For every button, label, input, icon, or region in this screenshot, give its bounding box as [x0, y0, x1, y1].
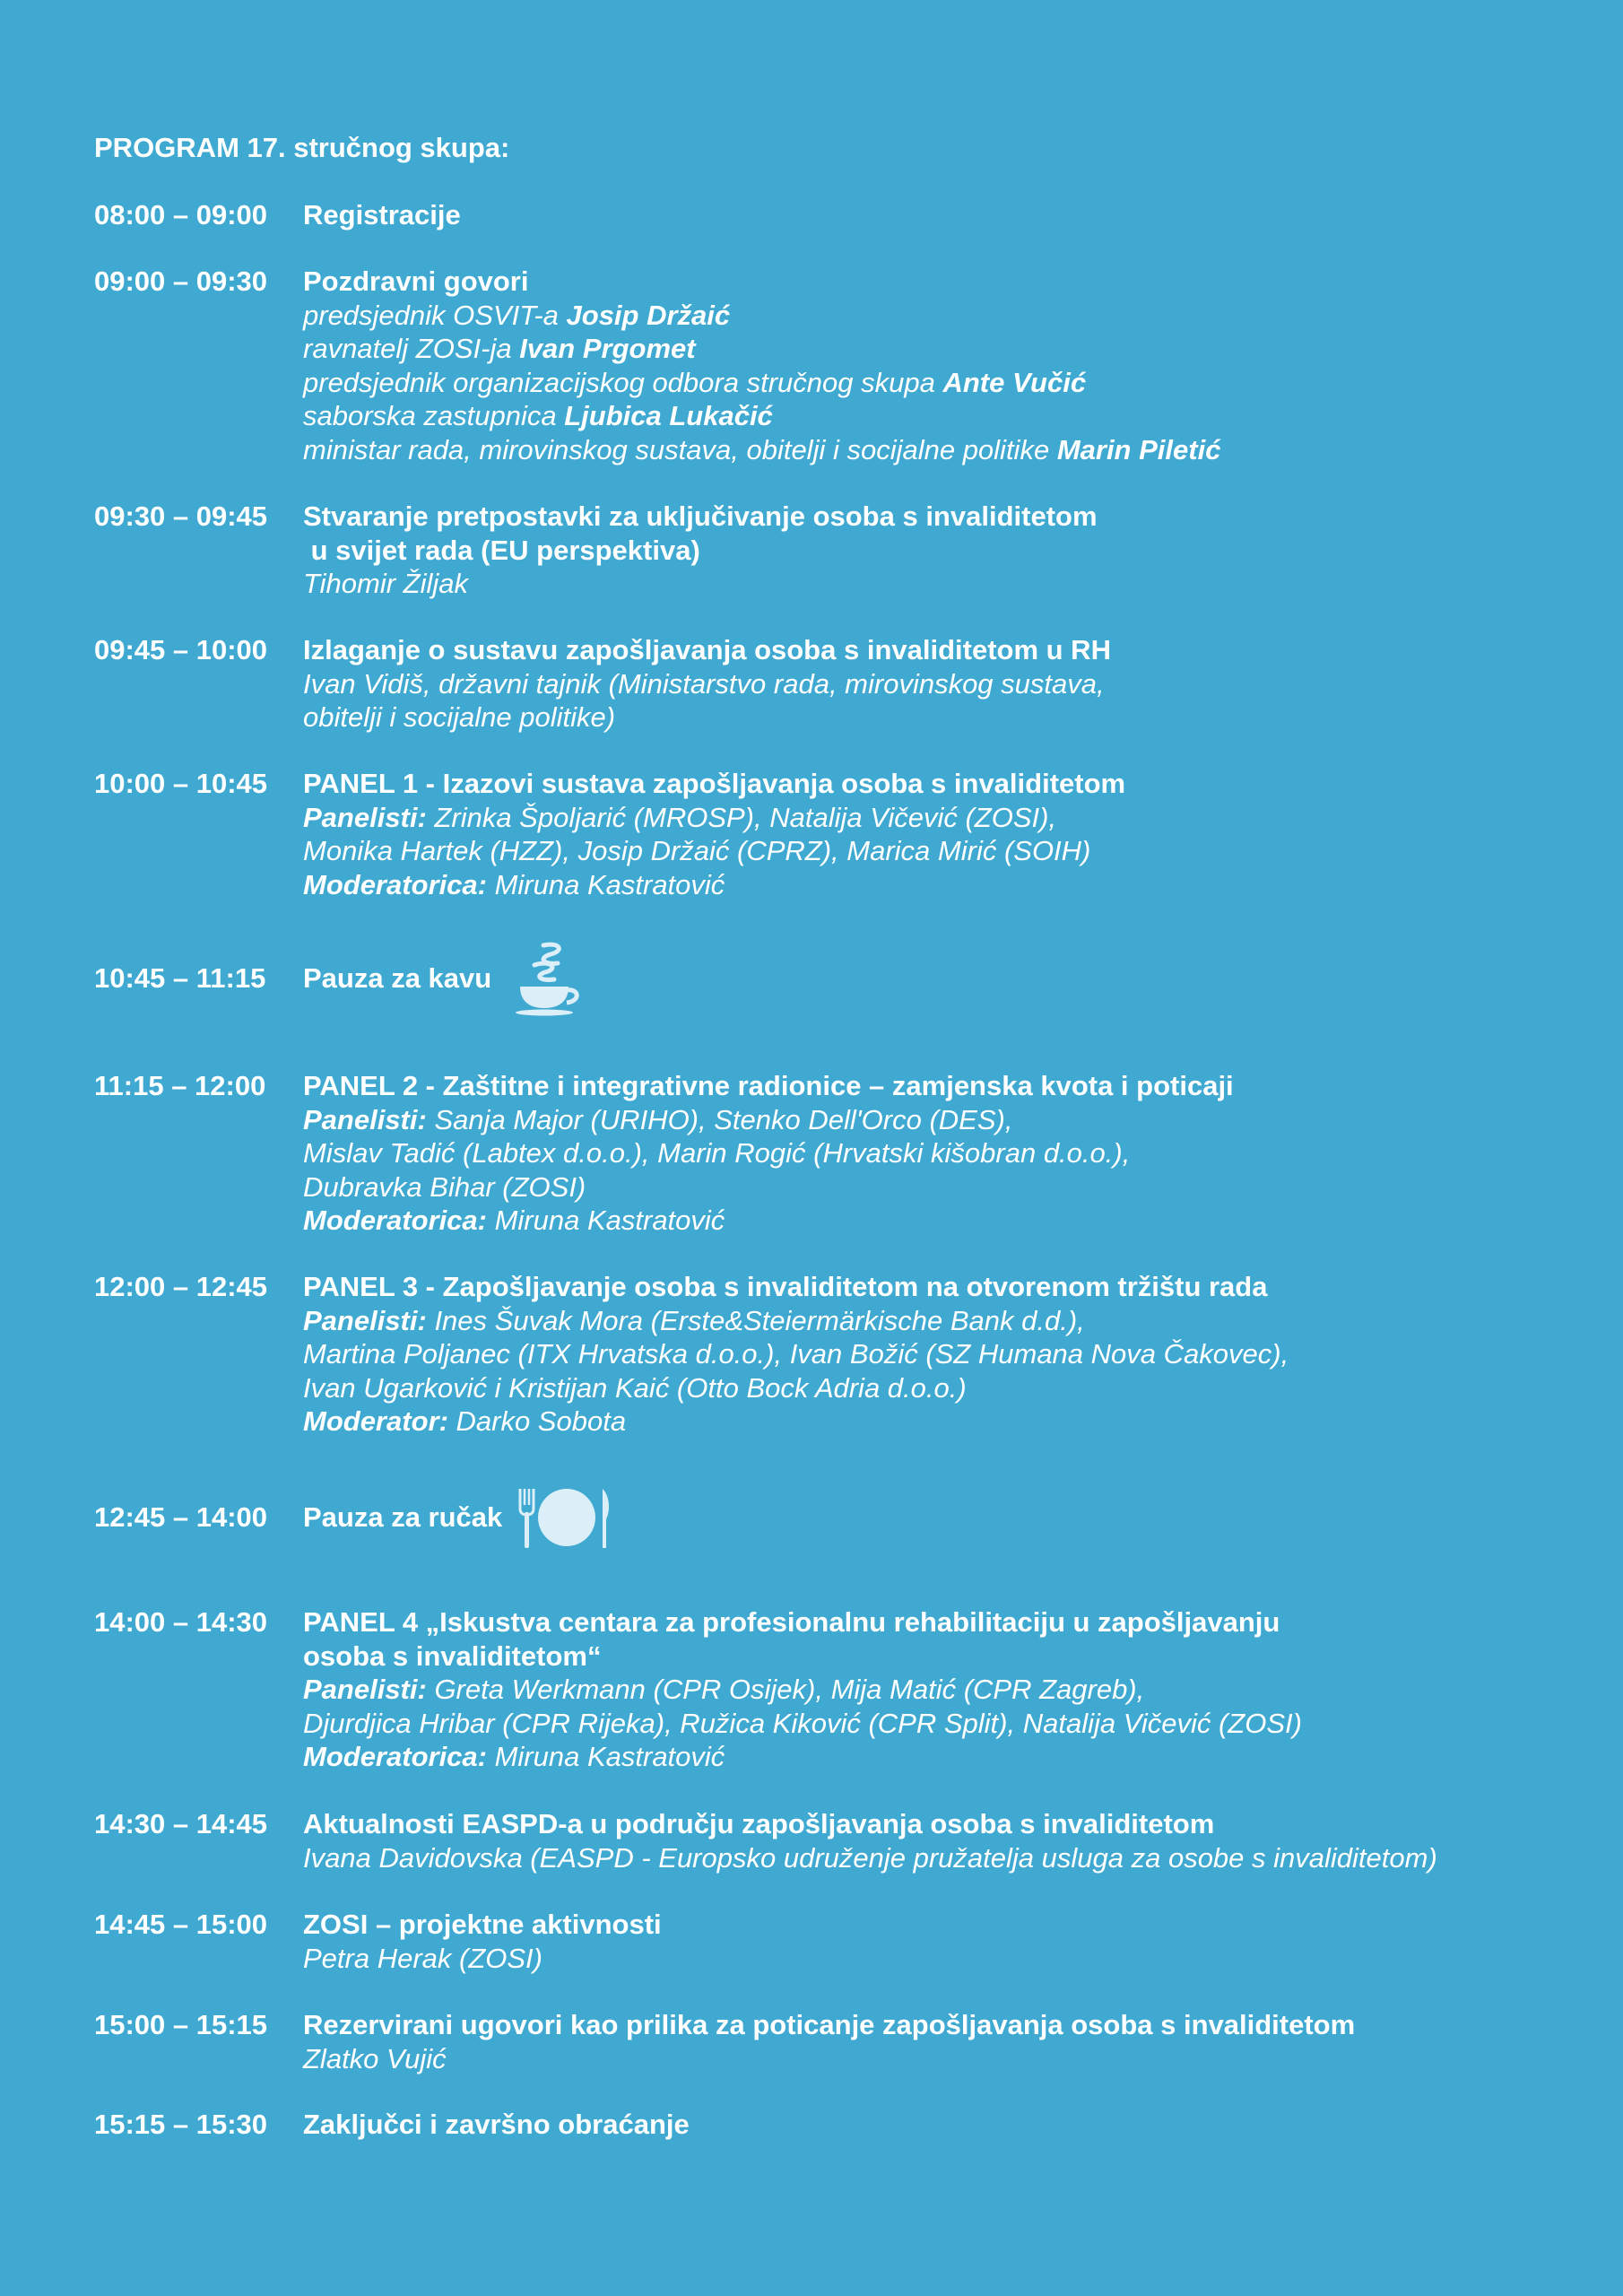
plate-cutlery-icon [518, 1485, 615, 1550]
speaker-line: Ivan Vidiš, državni tajnik (Ministarstvo rada, mirovinskog sustava, [303, 667, 1105, 700]
item-title: Izlaganje o sustavu zapošljavanja osoba s invaliditetom u RH [303, 634, 1111, 665]
item-time: 10:45 – 11:15 [94, 962, 266, 995]
panelists-label: Panelisti: [303, 1674, 427, 1705]
item-title: Registracije [303, 199, 461, 230]
panelists-line: Djurdjica Hribar (CPR Rijeka), Ružica Kiković (CPR Split), Natalija Vičević (ZOSI) [303, 1707, 1302, 1739]
item-title: Pozdravni govori [303, 265, 529, 297]
item-time: 09:00 – 09:30 [94, 265, 268, 297]
coffee-cup-icon [508, 940, 588, 1017]
speaker-name: Ante Vučić [942, 366, 1087, 398]
speaker-name: Ivan Prgomet [519, 333, 696, 364]
item-time: 15:00 – 15:15 [94, 2009, 268, 2040]
moderator-line: Moderator: Darko Sobota [303, 1405, 627, 1437]
item-title: PANEL 4 „Iskustva centara za profesionalnu rehabilitaciju u zapošljavanju [303, 1606, 1280, 1638]
agenda-item-eu-perspective [94, 500, 1098, 601]
panelists-label: Panelisti: [303, 1103, 427, 1135]
item-time: 14:45 – 15:00 [94, 1909, 268, 1940]
speaker-line: Ivana Davidovska (EASPD - Europsko udruženje pružatelja usluga za osobe s invaliditetom) [303, 1841, 1437, 1874]
item-time: 14:00 – 14:30 [94, 1606, 268, 1638]
moderator-label: Moderator: [303, 1405, 448, 1437]
item-title: ZOSI – projektne aktivnosti [303, 1909, 662, 1940]
item-title: PANEL 1 - Izazovi sustava zapošljavanja osoba s invaliditetom [303, 768, 1126, 799]
panelists-line: Panelisti: Zrinka Špoljarić (MROSP), Natalija Vičević (ZOSI), [303, 801, 1057, 833]
item-time: 10:00 – 10:45 [94, 768, 268, 799]
item-title: Aktualnosti EASPD-a u području zapošljavanja osoba s invaliditetom [303, 1808, 1215, 1839]
panelists-line: Monika Hartek (HZZ), Josip Držaić (CPRZ), Marica Mirić (SOIH) [303, 835, 1091, 866]
item-title: Pauza za ručak [303, 1501, 503, 1534]
speaker-line: Petra Herak (ZOSI) [303, 1942, 542, 1974]
agenda-item-panel-1 [94, 767, 1125, 901]
agenda-item-reserved-contracts [94, 2008, 1355, 2075]
item-time: 15:15 – 15:30 [94, 2109, 268, 2140]
speaker-line: ministar rada, mirovinskog sustava, obitelji i socijalne politike Marin Piletić [303, 433, 1221, 465]
speaker-line: saborska zastupnica Ljubica Lukačić [303, 400, 773, 431]
item-title-continued: u svijet rada (EU perspektiva) [303, 534, 700, 566]
item-time: 14:30 – 14:45 [94, 1808, 268, 1839]
moderator-label: Moderatorica: [303, 1741, 487, 1772]
panelists-label: Panelisti: [303, 801, 427, 833]
agenda-item-registration [94, 198, 461, 232]
item-time: 11:15 – 12:00 [94, 1070, 266, 1101]
item-time: 09:30 – 09:45 [94, 500, 268, 532]
item-time: 12:00 – 12:45 [94, 1271, 268, 1302]
item-title: Stvaranje pretpostavki za uključivanje osoba s invaliditetom [303, 500, 1098, 532]
item-time: 12:45 – 14:00 [94, 1501, 268, 1534]
agenda-item-coffee-break [94, 940, 588, 1017]
item-title: PANEL 2 - Zaštitne i integrativne radionice – zamjenska kvota i poticaji [303, 1070, 1234, 1101]
panelists-line: Panelisti: Sanja Major (URIHO), Stenko Dell'Orco (DES), [303, 1103, 1013, 1135]
speaker-line: predsjednik OSVIT-a Josip Držaić [303, 299, 731, 331]
agenda-item-easpd [94, 1807, 1437, 1874]
speaker-line: predsjednik organizacijskog odbora stručnog skupa Ante Vučić [303, 366, 1087, 398]
panelists-line: Panelisti: Greta Werkmann (CPR Osijek), Mija Matić (CPR Zagreb), [303, 1674, 1145, 1705]
moderator-line: Moderatorica: Miruna Kastratović [303, 868, 725, 900]
speaker-name: Marin Piletić [1056, 433, 1221, 465]
moderator-label: Moderatorica: [303, 1205, 487, 1236]
item-title: Rezervirani ugovori kao prilika za poticanje zapošljavanja osoba s invaliditetom [303, 2009, 1356, 2040]
agenda-item-panel-2 [94, 1069, 1234, 1238]
agenda-item-panel-4 [94, 1605, 1302, 1774]
panelists-line: Panelisti: Ines Šuvak Mora (Erste&Steiermärkische Bank d.d.), [303, 1304, 1085, 1336]
panelists-line: Martina Poljanec (ITX Hrvatska d.o.o.), Ivan Božić (SZ Humana Nova Čakovec), [303, 1338, 1289, 1370]
agenda-item-zosi-projects [94, 1908, 662, 1975]
panelists-label: Panelisti: [303, 1304, 427, 1336]
item-time: 09:45 – 10:00 [94, 634, 268, 665]
agenda-item-lunch-break [94, 1485, 615, 1550]
speaker-line: Zlatko Vujić [303, 2042, 447, 2074]
speaker-line: obitelji i socijalne politike) [303, 701, 616, 733]
agenda-item-panel-3 [94, 1270, 1289, 1439]
speaker-line: Tihomir Žiljak [303, 568, 469, 599]
panelists-line: Ivan Ugarković i Kristijan Kaić (Otto Bock Adria d.o.o.) [303, 1371, 967, 1404]
item-title: PANEL 3 - Zapošljavanje osoba s invaliditetom na otvorenom tržištu rada [303, 1271, 1268, 1302]
agenda-item-employment-system [94, 633, 1111, 735]
agenda-item-welcome [94, 265, 1220, 466]
moderator-line: Moderatorica: Miruna Kastratović [303, 1205, 725, 1236]
item-title-continued: osoba s invaliditetom“ [303, 1639, 602, 1672]
moderator-label: Moderatorica: [303, 868, 487, 900]
speaker-line: ravnatelj ZOSI-ja Ivan Prgomet [303, 333, 696, 364]
panelists-line: Mislav Tadić (Labtex d.o.o.), Marin Rogić (Hrvatski kišobran d.o.o.), [303, 1137, 1131, 1169]
program-title: PROGRAM 17. stručnog skupa: [94, 132, 510, 163]
item-title: Zaključci i završno obraćanje [303, 2109, 690, 2140]
agenda-item-conclusions [94, 2108, 690, 2142]
moderator-line: Moderatorica: Miruna Kastratović [303, 1741, 725, 1772]
speaker-name: Josip Držaić [566, 299, 731, 331]
item-title: Pauza za kavu [303, 962, 492, 995]
panelists-line: Dubravka Bihar (ZOSI) [303, 1170, 586, 1203]
speaker-name: Ljubica Lukačić [564, 400, 773, 431]
item-time: 08:00 – 09:00 [94, 199, 268, 230]
